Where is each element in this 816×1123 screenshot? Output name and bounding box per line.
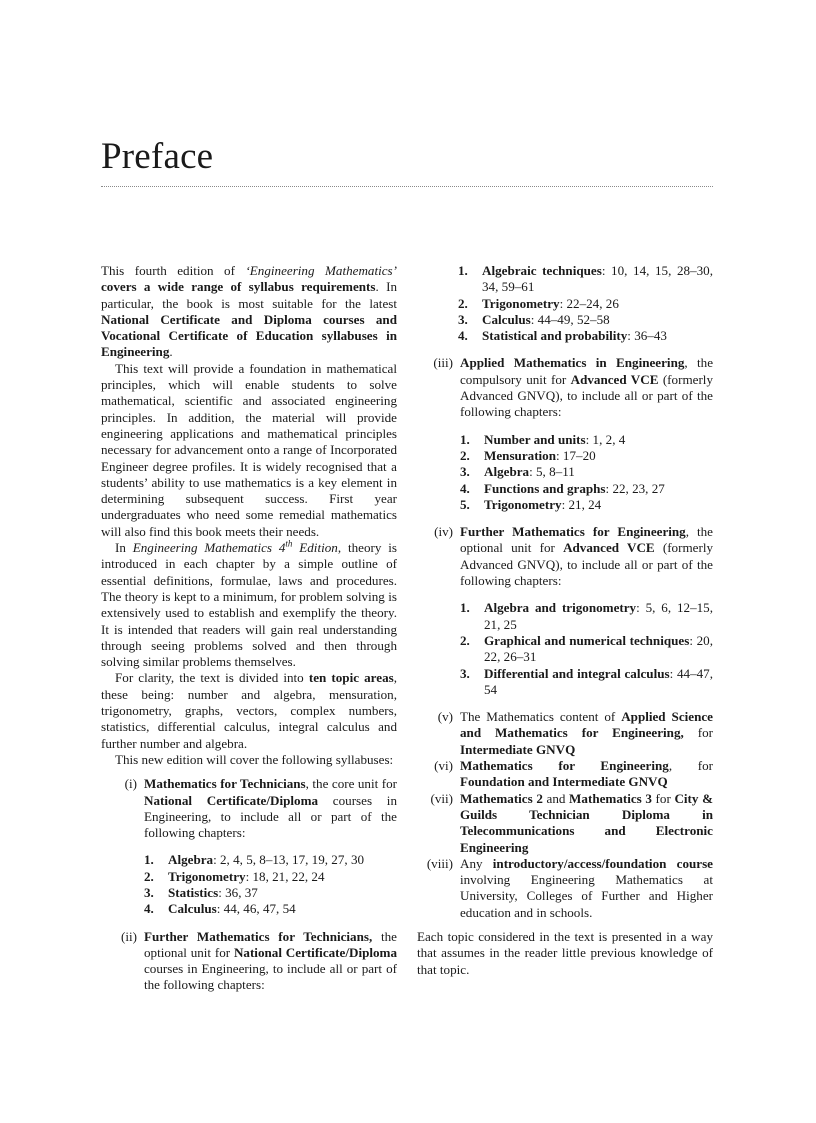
topic-label: Statistical and probability xyxy=(482,328,628,344)
text-run: National Certificate/Diploma xyxy=(233,944,398,960)
list-number: 2. xyxy=(458,295,468,311)
text-run: National Certificate and Diploma courses and Vocational Certificate of Education syllabuses in Engineering xyxy=(101,311,397,360)
item-text xyxy=(460,856,713,921)
text-run: Further Mathematics for Technicians, xyxy=(144,928,373,944)
chapter-list-item xyxy=(460,432,713,448)
text-run: For clarity, the text is divided into xyxy=(115,670,309,686)
text-run: for xyxy=(651,790,675,806)
text-run: covers a wide range of syllabus requirements xyxy=(101,279,376,295)
foundation-paragraph: This text will provide a foundation in mathematical principles, which will enable students to solve mathematical, scientific and associated engineering principles. In addition, the material will provide engineering applications and mathematical principles necessary for advancement onto a range of Incorporated Engineer degree profiles. It is widely recognised that a students’ ability to use mathematics is a key element in determining subsequent success. First year undergraduates who need some remedial mathematics will also find this book meets their needs. xyxy=(101,360,397,539)
chapter-numbers: : 22, 23, 27 xyxy=(605,480,665,496)
topic-label: Functions and graphs xyxy=(484,480,606,496)
text-run: City & Guilds Technician Diploma in Telecommunications and Electronic Engineering xyxy=(460,790,713,855)
list-number: 5. xyxy=(460,496,470,512)
item-text xyxy=(144,929,397,994)
item-text xyxy=(460,709,713,758)
chapter-numbers: : 5, 6, 12–15, 21, 25 xyxy=(484,600,713,632)
text-run: This fourth edition of xyxy=(101,263,246,278)
topic-label: Calculus xyxy=(168,901,217,917)
chapter-list-ii xyxy=(417,263,713,344)
chapter-list-item xyxy=(144,869,397,885)
chapter-list-item xyxy=(458,312,713,328)
list-number: 1. xyxy=(458,263,468,278)
list-number: 4. xyxy=(458,328,468,344)
chapter-list xyxy=(460,600,713,698)
topic-label: Trigonometry xyxy=(482,295,560,311)
list-number: 4. xyxy=(460,480,470,496)
item-number: (vi) xyxy=(434,758,453,774)
page-title: Preface xyxy=(101,136,214,177)
topic-label: Differential and integral calculus xyxy=(484,665,670,681)
chapter-numbers: : 22–24, 26 xyxy=(559,295,619,311)
chapter-list-item xyxy=(144,901,397,917)
list-number: 2. xyxy=(460,447,470,463)
intro-paragraph xyxy=(101,263,397,361)
topic-label: Algebra xyxy=(168,852,214,868)
chapter-numbers: : 5, 8–11 xyxy=(529,464,575,480)
text-run: Mathematics for Technicians xyxy=(144,776,306,792)
topic-label: Mensuration xyxy=(484,447,557,463)
topic-areas-paragraph xyxy=(101,670,397,751)
item-number: (iv) xyxy=(434,524,453,540)
chapter-list-item xyxy=(460,497,713,513)
topic-label: Statistics xyxy=(168,884,219,900)
chapter-numbers: : 1, 2, 4 xyxy=(585,431,626,447)
text-run: courses in Engineering, to include all or part of the following chapters: xyxy=(144,792,397,841)
text-run: (formerly Advanced GNVQ), to include all or part of the following chapters: xyxy=(460,371,713,420)
item-text xyxy=(460,791,713,856)
chapter-numbers: : 44, 46, 47, 54 xyxy=(216,901,296,917)
text-run: Any xyxy=(460,855,493,871)
list-number: 3. xyxy=(458,311,468,327)
item-number: (vii) xyxy=(430,790,453,806)
list-number: 3. xyxy=(460,665,470,681)
text-run: . In particular, the book is most suitable for the latest xyxy=(101,279,397,311)
text-run: The Mathematics content of xyxy=(460,709,622,725)
topic-label: Trigonometry xyxy=(168,868,246,884)
syllabus-item-v xyxy=(417,709,713,758)
chapter-list-item xyxy=(458,263,713,296)
text-run: Engineering Mathematics 4 xyxy=(132,540,286,556)
text-run: for xyxy=(683,725,714,741)
chapter-numbers: : 20, 22, 26–31 xyxy=(484,632,714,665)
text-run: Mathematics for Engineering xyxy=(460,758,669,774)
chapter-list xyxy=(144,852,397,917)
syllabus-item-iii xyxy=(417,355,713,524)
chapter-list-item xyxy=(144,852,397,868)
text-run: (formerly Advanced GNVQ), to include all or part of the following chapters: xyxy=(460,540,714,589)
syllabus-item-ii xyxy=(101,929,397,994)
list-number: 3. xyxy=(460,464,470,480)
syllabuses-paragraph: This new edition will cover the following syllabuses: xyxy=(115,751,394,767)
item-number: (ii) xyxy=(121,928,137,944)
text-run: courses in Engineering, to include all or part of the following chapters: xyxy=(144,961,397,993)
item-number: (viii) xyxy=(426,855,453,871)
syllabus-item-vii xyxy=(417,791,713,856)
chapter-list-item xyxy=(460,600,713,633)
chapter-numbers: : 44–49, 52–58 xyxy=(530,311,610,327)
text-run: Foundation and Intermediate GNVQ xyxy=(460,774,668,790)
text-run: involving Engineering Mathematics at University, Colleges of Further and Higher education and in schools. xyxy=(460,872,713,920)
text-run: introductory/access/foundation course xyxy=(492,855,713,871)
chapter-list xyxy=(460,432,713,513)
chapter-numbers: : 21, 24 xyxy=(561,496,602,512)
syllabus-item-viii xyxy=(417,856,713,921)
item-number: (iii) xyxy=(433,355,453,371)
text-run: Applied Mathematics in Engineering xyxy=(460,355,685,371)
text-run: ten topic areas xyxy=(308,670,394,686)
list-number: 2. xyxy=(144,868,154,884)
list-number: 1. xyxy=(460,431,470,447)
text-run: In xyxy=(115,540,133,556)
title-rule xyxy=(101,186,713,187)
syllabus-item-iv xyxy=(417,524,713,709)
chapter-numbers: : 36, 37 xyxy=(218,884,258,900)
syllabus-item-i xyxy=(101,776,397,928)
chapter-list-item xyxy=(460,481,713,497)
text-run: , these being: number and algebra, mensuration, trigonometry, graphs, vectors, complex numbers, statistics, differential calculus, integral calculus and further number and algebra. xyxy=(101,670,397,751)
item-text xyxy=(144,776,397,841)
topic-label: Number and units xyxy=(484,431,586,447)
chapter-numbers: : 44–47, 54 xyxy=(484,665,713,697)
text-run: National Certificate/Diploma xyxy=(144,792,319,808)
text-run: Advanced VCE xyxy=(563,540,655,556)
chapter-list-item xyxy=(458,328,713,344)
item-text xyxy=(460,758,713,791)
text-run: Mathematics 3 xyxy=(569,790,652,806)
topic-label: Graphical and numerical techniques xyxy=(484,632,690,648)
topic-label: Algebra and trigonometry xyxy=(484,600,637,616)
right-column xyxy=(417,263,713,978)
text-run: Applied Science and Mathematics for Engineering, xyxy=(460,709,713,741)
closing-paragraph: Each topic considered in the text is presented in a way that assumes in the reader little previous knowledge of that topic. xyxy=(417,928,713,977)
topic-label: Algebraic techniques xyxy=(482,263,602,278)
chapter-list-item xyxy=(460,464,713,480)
chapter-list-item xyxy=(458,296,713,312)
chapter-list-item xyxy=(460,666,713,699)
topic-label: Trigonometry xyxy=(484,496,562,512)
chapter-numbers: : 36–43 xyxy=(627,328,667,344)
text-run: Further Mathematics for Engineering xyxy=(460,524,686,540)
topic-label: Calculus xyxy=(482,311,531,327)
item-number: (i) xyxy=(124,776,137,792)
syllabus-item-vi xyxy=(417,758,713,791)
text-run: Intermediate GNVQ xyxy=(460,741,576,757)
text-run: , theory is introduced in each chapter by a simple outline of essential definitions, formulae, laws and procedures. The theory is kept to a minimum, for problem solving is extensively used to establish and exemplify the theory. It is intended that readers will gain real understanding through seeing problems solved and then through solving similar problems themselves. xyxy=(101,540,397,670)
text-run: , for xyxy=(668,758,713,774)
text-run: th xyxy=(285,538,293,549)
topic-label: Algebra xyxy=(484,464,530,480)
chapter-list-item xyxy=(460,448,713,464)
text-run: Mathematics 2 xyxy=(460,790,543,806)
text-run: the optional unit for xyxy=(144,928,397,960)
list-number: 3. xyxy=(144,884,154,900)
list-number: 2. xyxy=(460,632,470,648)
text-run: . xyxy=(169,344,173,360)
chapter-list-item xyxy=(144,885,397,901)
item-text xyxy=(460,524,713,589)
text-run: ‘Engineering Mathematics’ xyxy=(245,263,397,278)
item-text xyxy=(460,355,713,420)
text-run: , the compulsory unit for xyxy=(460,355,714,387)
chapter-numbers: : 17–20 xyxy=(556,447,596,463)
item-number: (v) xyxy=(437,709,453,725)
list-number: 1. xyxy=(460,600,470,616)
text-run: Edition xyxy=(292,540,338,556)
chapter-numbers: : 2, 4, 5, 8–13, 17, 19, 27, 30 xyxy=(213,852,365,868)
chapter-numbers: : 18, 21, 22, 24 xyxy=(245,868,325,884)
text-run: Advanced VCE xyxy=(570,371,659,387)
text-run: and xyxy=(542,790,570,806)
theory-paragraph xyxy=(101,540,397,670)
list-number: 1. xyxy=(144,852,154,868)
left-column xyxy=(101,263,397,994)
text-run: , the core unit for xyxy=(305,776,397,792)
chapter-numbers: : 10, 14, 15, 28–30, 34, 59–61 xyxy=(482,263,713,295)
list-number: 4. xyxy=(144,901,154,917)
text-run: , the optional unit for xyxy=(460,524,713,556)
chapter-list-item xyxy=(460,633,713,666)
